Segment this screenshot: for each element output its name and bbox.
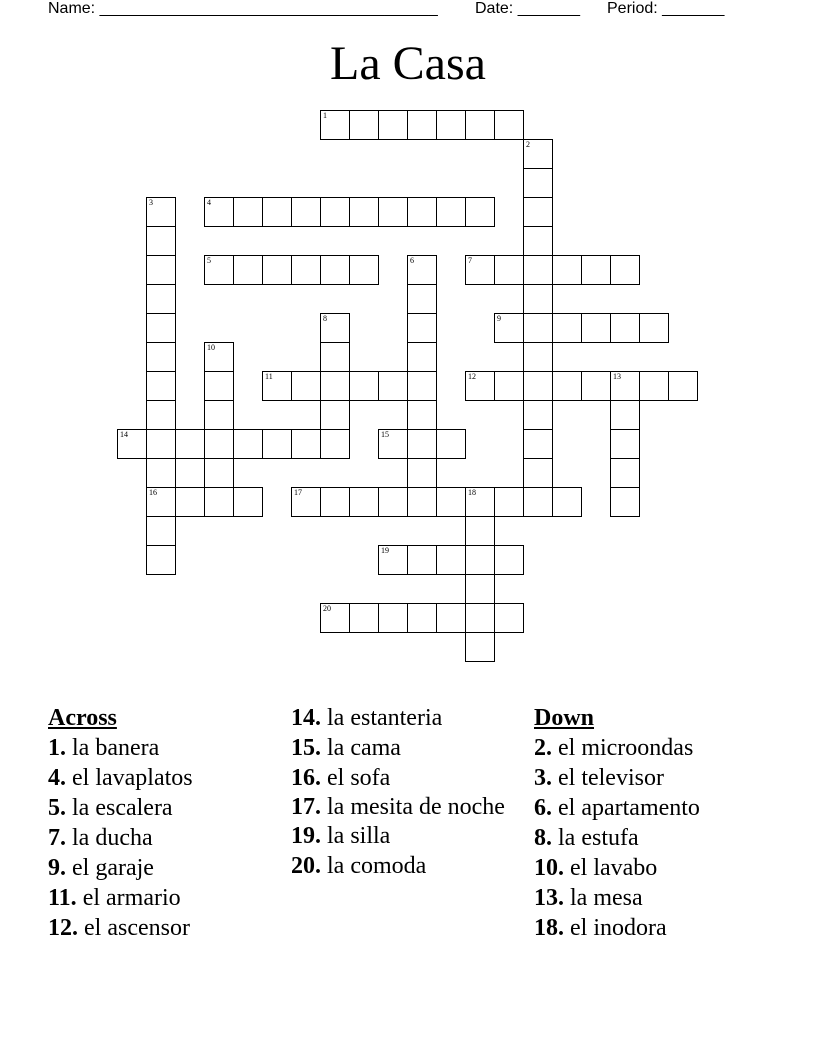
clue-item-number: 10. xyxy=(534,855,564,881)
crossword-cell[interactable] xyxy=(349,110,379,140)
crossword-cell[interactable] xyxy=(262,371,292,401)
crossword-cell[interactable] xyxy=(494,313,524,343)
crossword-cell[interactable] xyxy=(146,516,176,546)
clue-item-text: la mesita de noche xyxy=(321,794,505,820)
crossword-cell[interactable] xyxy=(378,487,408,517)
clue-item xyxy=(291,793,521,821)
clues-column-3 xyxy=(534,703,784,943)
clue-item-number: 8. xyxy=(534,825,552,851)
crossword-cell[interactable] xyxy=(349,487,379,517)
crossword-cell[interactable] xyxy=(146,458,176,488)
crossword-cell[interactable] xyxy=(523,284,553,314)
crossword-cell[interactable] xyxy=(291,255,321,285)
clue-item-number: 13. xyxy=(534,885,564,911)
crossword-cell[interactable] xyxy=(610,255,640,285)
crossword-cell[interactable] xyxy=(581,255,611,285)
clue-item-text: el garaje xyxy=(66,855,154,881)
clue-item-number: 3. xyxy=(534,765,552,791)
clue-number: 10 xyxy=(207,343,215,352)
clue-item-text: la banera xyxy=(66,735,160,761)
clue-item xyxy=(534,913,784,943)
crossword-cell[interactable] xyxy=(204,371,234,401)
clue-number: 16 xyxy=(149,488,157,497)
crossword-cell[interactable] xyxy=(146,400,176,430)
crossword-cell[interactable] xyxy=(146,197,176,227)
crossword-cell[interactable] xyxy=(262,197,292,227)
clue-item xyxy=(291,821,521,851)
crossword-cell[interactable] xyxy=(378,371,408,401)
crossword-cell[interactable] xyxy=(175,429,205,459)
clue-item xyxy=(48,733,278,763)
crossword-cell[interactable] xyxy=(146,226,176,256)
crossword-cell[interactable] xyxy=(523,226,553,256)
crossword-cell[interactable] xyxy=(523,255,553,285)
clue-item xyxy=(534,883,784,913)
crossword-cell[interactable] xyxy=(320,110,350,140)
clue-number: 17 xyxy=(294,488,302,497)
crossword-cell[interactable] xyxy=(523,139,553,169)
clue-number: 19 xyxy=(381,546,389,555)
crossword-cell[interactable] xyxy=(610,313,640,343)
clue-item-number: 18. xyxy=(534,915,564,941)
crossword-cell[interactable] xyxy=(436,603,466,633)
page-title: La Casa xyxy=(330,37,486,90)
clue-item-number: 11. xyxy=(48,885,77,911)
crossword-cell[interactable] xyxy=(146,429,176,459)
clue-number: 3 xyxy=(149,198,153,207)
crossword-cell[interactable] xyxy=(407,284,437,314)
name-label: Name: ______________________________________ xyxy=(48,0,438,17)
clue-item xyxy=(48,763,278,793)
crossword-cell[interactable] xyxy=(610,458,640,488)
clue-item-number: 16. xyxy=(291,765,321,791)
clue-item-number: 9. xyxy=(48,855,66,881)
crossword-cell[interactable] xyxy=(407,545,437,575)
crossword-cell[interactable] xyxy=(378,110,408,140)
crossword-cell[interactable] xyxy=(610,371,640,401)
clue-number: 18 xyxy=(468,488,476,497)
clue-number: 9 xyxy=(497,314,501,323)
clue-item xyxy=(534,793,784,823)
crossword-cell[interactable] xyxy=(262,429,292,459)
crossword-cell[interactable] xyxy=(552,487,582,517)
crossword-cell[interactable] xyxy=(494,603,524,633)
crossword-cell[interactable] xyxy=(494,545,524,575)
crossword-cell[interactable] xyxy=(320,603,350,633)
clue-item-text: el sofa xyxy=(321,765,391,791)
crossword-cell[interactable] xyxy=(523,313,553,343)
clue-number: 20 xyxy=(323,604,331,613)
crossword-cell[interactable] xyxy=(291,487,321,517)
down-heading: Down xyxy=(534,705,595,731)
clue-item-text: el lavaplatos xyxy=(66,765,193,791)
crossword-cell[interactable] xyxy=(407,371,437,401)
crossword-cell[interactable] xyxy=(407,400,437,430)
clue-item xyxy=(534,733,784,763)
period-label: Period: _______ xyxy=(607,0,725,17)
crossword-cell[interactable] xyxy=(204,429,234,459)
clue-number: 2 xyxy=(526,140,530,149)
crossword-cell[interactable] xyxy=(407,429,437,459)
crossword-cell[interactable] xyxy=(146,487,176,517)
crossword-cell[interactable] xyxy=(436,545,466,575)
crossword-cell[interactable] xyxy=(146,371,176,401)
clue-item-text: la silla xyxy=(321,823,391,849)
crossword-cell[interactable] xyxy=(465,574,495,604)
clue-item xyxy=(48,853,278,883)
crossword-cell[interactable] xyxy=(581,313,611,343)
crossword-cell[interactable] xyxy=(320,429,350,459)
crossword-cell[interactable] xyxy=(639,313,669,343)
crossword-cell[interactable] xyxy=(436,110,466,140)
crossword-cell[interactable] xyxy=(320,400,350,430)
crossword-cell[interactable] xyxy=(320,342,350,372)
crossword-cell[interactable] xyxy=(407,458,437,488)
crossword-cell[interactable] xyxy=(349,255,379,285)
crossword-cell[interactable] xyxy=(610,487,640,517)
clue-number: 8 xyxy=(323,314,327,323)
crossword-cell[interactable] xyxy=(320,487,350,517)
clue-item-number: 14. xyxy=(291,705,321,731)
crossword-cell[interactable] xyxy=(349,197,379,227)
crossword-cell[interactable] xyxy=(291,429,321,459)
crossword-cell[interactable] xyxy=(320,255,350,285)
crossword-grid xyxy=(117,110,717,670)
crossword-cell[interactable] xyxy=(465,632,495,662)
clue-item-text: la comoda xyxy=(321,853,427,879)
crossword-cell[interactable] xyxy=(204,342,234,372)
clue-item-text: el inodora xyxy=(564,915,667,941)
crossword-cell[interactable] xyxy=(378,197,408,227)
crossword-cell[interactable] xyxy=(233,487,263,517)
crossword-cell[interactable] xyxy=(436,429,466,459)
clue-number: 11 xyxy=(265,372,273,381)
crossword-cell[interactable] xyxy=(204,400,234,430)
clue-item-number: 17. xyxy=(291,794,321,820)
across-heading: Across xyxy=(48,705,117,731)
clue-item-text: el microondas xyxy=(552,735,694,761)
clue-number: 15 xyxy=(381,430,389,439)
crossword-cell[interactable] xyxy=(146,255,176,285)
crossword-cell[interactable] xyxy=(204,458,234,488)
clue-item-text: el ascensor xyxy=(78,915,190,941)
crossword-cell[interactable] xyxy=(407,603,437,633)
clue-item xyxy=(534,823,784,853)
clue-item xyxy=(48,793,278,823)
crossword-cell[interactable] xyxy=(349,371,379,401)
crossword-cell[interactable] xyxy=(233,197,263,227)
clue-item xyxy=(48,823,278,853)
crossword-cell[interactable] xyxy=(436,197,466,227)
crossword-cell[interactable] xyxy=(146,284,176,314)
clue-item-number: 20. xyxy=(291,853,321,879)
crossword-cell[interactable] xyxy=(146,342,176,372)
crossword-cell[interactable] xyxy=(117,429,147,459)
date-label: Date: _______ xyxy=(475,0,580,17)
clue-number: 6 xyxy=(410,256,414,265)
clue-item-number: 2. xyxy=(534,735,552,761)
clues-column-2 xyxy=(291,703,521,881)
clue-item xyxy=(291,703,521,733)
crossword-cell[interactable] xyxy=(523,400,553,430)
crossword-cell[interactable] xyxy=(523,168,553,198)
crossword-cell[interactable] xyxy=(523,429,553,459)
clue-item-text: la ducha xyxy=(66,825,153,851)
clue-item-number: 1. xyxy=(48,735,66,761)
clue-item xyxy=(48,913,278,943)
crossword-cell[interactable] xyxy=(494,110,524,140)
crossword-cell[interactable] xyxy=(494,371,524,401)
clue-item-text: el lavabo xyxy=(564,855,658,881)
crossword-cell[interactable] xyxy=(233,429,263,459)
crossword-cell[interactable] xyxy=(465,110,495,140)
crossword-cell[interactable] xyxy=(436,487,466,517)
crossword-cell[interactable] xyxy=(610,429,640,459)
crossword-cell[interactable] xyxy=(610,400,640,430)
crossword-cell[interactable] xyxy=(204,487,234,517)
crossword-cell[interactable] xyxy=(465,545,495,575)
clue-item xyxy=(48,883,278,913)
clue-item-text: el apartamento xyxy=(552,795,700,821)
clue-item-number: 5. xyxy=(48,795,66,821)
crossword-cell[interactable] xyxy=(465,197,495,227)
crossword-cell[interactable] xyxy=(523,197,553,227)
crossword-cell[interactable] xyxy=(320,313,350,343)
clue-number: 7 xyxy=(468,256,472,265)
clue-item-number: 15. xyxy=(291,735,321,761)
clue-item-text: la mesa xyxy=(564,885,643,911)
crossword-cell[interactable] xyxy=(523,487,553,517)
clue-item-text: el armario xyxy=(76,885,181,911)
crossword-cell[interactable] xyxy=(552,371,582,401)
clue-item xyxy=(291,763,521,793)
crossword-cell[interactable] xyxy=(407,313,437,343)
clue-item xyxy=(534,763,784,793)
clue-number: 13 xyxy=(613,372,621,381)
crossword-cell[interactable] xyxy=(465,516,495,546)
clue-number: 14 xyxy=(120,430,128,439)
crossword-cell[interactable] xyxy=(378,429,408,459)
crossword-cell[interactable] xyxy=(146,313,176,343)
crossword-cell[interactable] xyxy=(204,197,234,227)
crossword-cell[interactable] xyxy=(291,371,321,401)
crossword-cell[interactable] xyxy=(552,255,582,285)
clue-item xyxy=(534,853,784,883)
crossword-cell[interactable] xyxy=(146,545,176,575)
clue-item-text: la estufa xyxy=(552,825,639,851)
crossword-cell[interactable] xyxy=(407,197,437,227)
crossword-cell[interactable] xyxy=(465,603,495,633)
crossword-cell[interactable] xyxy=(407,255,437,285)
crossword-cell[interactable] xyxy=(291,197,321,227)
crossword-cell[interactable] xyxy=(378,545,408,575)
crossword-cell[interactable] xyxy=(465,371,495,401)
clue-item-number: 6. xyxy=(534,795,552,821)
crossword-cell[interactable] xyxy=(378,603,408,633)
crossword-cell[interactable] xyxy=(233,255,263,285)
clues-column-1 xyxy=(48,703,278,943)
clue-item-number: 7. xyxy=(48,825,66,851)
clue-item-text: la estanteria xyxy=(321,705,443,731)
clue-number: 12 xyxy=(468,372,476,381)
crossword-cell[interactable] xyxy=(262,255,292,285)
crossword-cell[interactable] xyxy=(407,342,437,372)
crossword-cell[interactable] xyxy=(639,371,669,401)
crossword-cell[interactable] xyxy=(407,110,437,140)
crossword-cell[interactable] xyxy=(494,255,524,285)
crossword-cell[interactable] xyxy=(465,487,495,517)
crossword-cell[interactable] xyxy=(320,371,350,401)
clue-item-number: 12. xyxy=(48,915,78,941)
clue-item-text: la cama xyxy=(321,735,401,761)
crossword-cell[interactable] xyxy=(494,487,524,517)
crossword-cell[interactable] xyxy=(523,342,553,372)
crossword-cell[interactable] xyxy=(407,487,437,517)
crossword-cell[interactable] xyxy=(320,197,350,227)
crossword-cell[interactable] xyxy=(552,313,582,343)
clue-item-number: 19. xyxy=(291,823,321,849)
crossword-cell[interactable] xyxy=(523,371,553,401)
crossword-cell[interactable] xyxy=(465,255,495,285)
crossword-cell[interactable] xyxy=(204,255,234,285)
crossword-cell[interactable] xyxy=(581,371,611,401)
clue-number: 1 xyxy=(323,111,327,120)
clue-number: 4 xyxy=(207,198,211,207)
clue-item xyxy=(291,733,521,763)
crossword-cell[interactable] xyxy=(175,487,205,517)
crossword-cell[interactable] xyxy=(668,371,698,401)
clue-number: 5 xyxy=(207,256,211,265)
clue-item-text: el televisor xyxy=(552,765,664,791)
clue-item xyxy=(291,851,521,881)
crossword-cell[interactable] xyxy=(523,458,553,488)
crossword-cell[interactable] xyxy=(349,603,379,633)
clue-item-text: la escalera xyxy=(66,795,173,821)
clue-item-number: 4. xyxy=(48,765,66,791)
